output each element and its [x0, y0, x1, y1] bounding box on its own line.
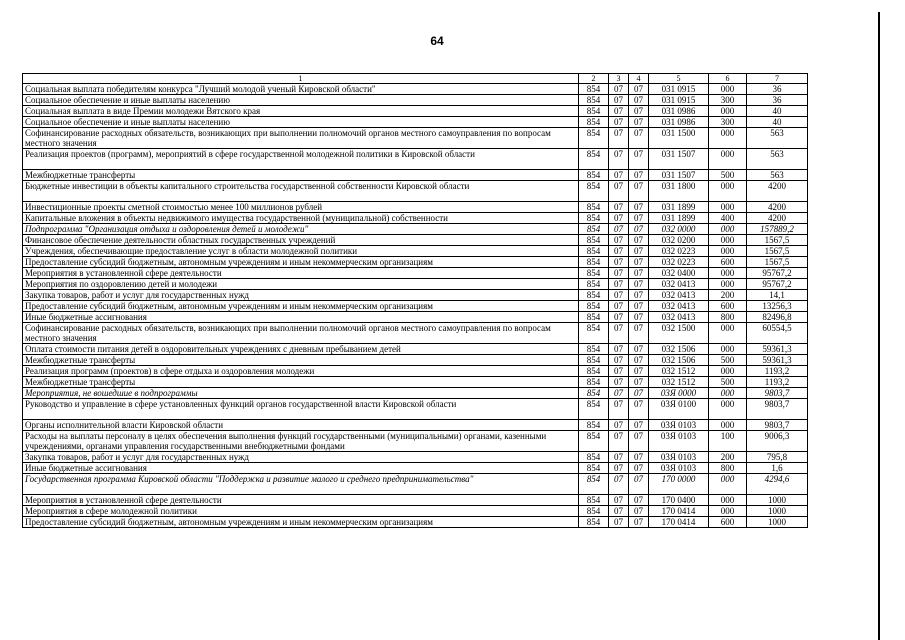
ministry-code-cell: 854	[579, 495, 609, 506]
subsection-code-cell: 07	[629, 128, 649, 149]
subsection-code-cell: 07	[629, 213, 649, 224]
amount-cell: 1,6	[747, 463, 808, 474]
target-article-cell: 032 0000	[649, 224, 709, 235]
target-article-cell: 032 0223	[649, 257, 709, 268]
subsection-code-cell: 07	[629, 366, 649, 377]
target-article-cell: 031 1507	[649, 149, 709, 170]
section-code-cell: 07	[609, 235, 629, 246]
amount-cell: 40	[747, 117, 808, 128]
subsection-code-cell: 07	[629, 463, 649, 474]
section-code-cell: 07	[609, 431, 629, 452]
ministry-code-cell: 854	[579, 452, 609, 463]
target-article-cell: 032 0413	[649, 301, 709, 312]
target-article-cell: 03Я 0103	[649, 452, 709, 463]
section-code-cell: 07	[609, 301, 629, 312]
amount-cell: 1567,5	[747, 257, 808, 268]
target-article-cell: 03Я 0000	[649, 388, 709, 399]
subsection-code-cell: 07	[629, 420, 649, 431]
section-code-cell: 07	[609, 128, 629, 149]
subsection-code-cell: 07	[629, 290, 649, 301]
row-name-cell: Иные бюджетные ассигнования	[23, 312, 579, 323]
expense-type-cell: 000	[709, 202, 747, 213]
expense-type-cell: 800	[709, 312, 747, 323]
amount-cell: 9803,7	[747, 388, 808, 399]
subsection-code-cell: 07	[629, 377, 649, 388]
row-name-cell: Социальная выплата в виде Премии молодежи Вятского края	[23, 106, 579, 117]
table-row	[23, 463, 808, 474]
row-name-cell: Мероприятия, не вошедшие в подпрограммы	[23, 388, 579, 399]
table-row	[23, 268, 808, 279]
row-name-cell: Учреждения, обеспечивающие предоставление услуг в области молодежной политики	[23, 246, 579, 257]
target-article-cell: 032 1512	[649, 377, 709, 388]
ministry-code-cell: 854	[579, 474, 609, 495]
row-name-cell: Инвестиционные проекты сметной стоимостью менее 100 миллионов рублей	[23, 202, 579, 213]
amount-cell: 1193,2	[747, 377, 808, 388]
target-article-cell: 032 1506	[649, 355, 709, 366]
row-name-cell: Реализация программ (проектов) в сфере отдыха и оздоровления молодежи	[23, 366, 579, 377]
target-article-cell: 031 1899	[649, 213, 709, 224]
ministry-code-cell: 854	[579, 431, 609, 452]
target-article-cell: 170 0414	[649, 517, 709, 528]
row-name-cell: Реализация проектов (программ), мероприятий в сфере государственной молодежной политики в Кировской области	[23, 149, 579, 170]
section-code-cell: 07	[609, 388, 629, 399]
subsection-code-cell: 07	[629, 399, 649, 420]
expense-type-cell: 000	[709, 246, 747, 257]
expense-type-cell: 500	[709, 170, 747, 181]
row-name-cell: Мероприятия в сфере молодежной политики	[23, 506, 579, 517]
subsection-code-cell: 07	[629, 149, 649, 170]
row-name-cell: Софинансирование расходных обязательств, возникающих при выполнении полномочий органов местного самоуправления по вопросам местного значения	[23, 128, 579, 149]
amount-cell: 1000	[747, 517, 808, 528]
target-article-cell: 031 0986	[649, 117, 709, 128]
section-code-cell: 07	[609, 344, 629, 355]
amount-cell: 1000	[747, 495, 808, 506]
ministry-code-cell: 854	[579, 246, 609, 257]
target-article-cell: 032 1512	[649, 366, 709, 377]
row-name-cell: Финансовое обеспечение деятельности областных государственных учреждений	[23, 235, 579, 246]
page-number: 64	[430, 34, 444, 48]
table-row	[23, 149, 808, 170]
row-name-cell: Бюджетные инвестиции в объекты капитального строительства государственной собственности Кировской области	[23, 181, 579, 202]
table-row	[23, 106, 808, 117]
expense-type-cell: 600	[709, 517, 747, 528]
table-row	[23, 495, 808, 506]
table-row	[23, 366, 808, 377]
section-code-cell: 07	[609, 84, 629, 95]
amount-cell: 82496,8	[747, 312, 808, 323]
amount-cell: 9803,7	[747, 420, 808, 431]
subsection-code-cell: 07	[629, 323, 649, 344]
table-row	[23, 224, 808, 235]
table-row	[23, 301, 808, 312]
expense-type-cell: 000	[709, 84, 747, 95]
header-cell: 4	[629, 74, 649, 84]
header-cell: 5	[649, 74, 709, 84]
ministry-code-cell: 854	[579, 268, 609, 279]
target-article-cell: 032 0413	[649, 279, 709, 290]
expense-type-cell: 000	[709, 235, 747, 246]
table-header-row	[23, 74, 808, 84]
amount-cell: 1567,5	[747, 235, 808, 246]
ministry-code-cell: 854	[579, 344, 609, 355]
amount-cell: 60554,5	[747, 323, 808, 344]
subsection-code-cell: 07	[629, 117, 649, 128]
section-code-cell: 07	[609, 355, 629, 366]
section-code-cell: 07	[609, 312, 629, 323]
ministry-code-cell: 854	[579, 301, 609, 312]
row-name-cell: Софинансирование расходных обязательств, возникающих при выполнении полномочий органов местного самоуправления по вопросам местного значения	[23, 323, 579, 344]
expense-type-cell: 100	[709, 431, 747, 452]
target-article-cell: 032 0413	[649, 290, 709, 301]
table-row	[23, 399, 808, 420]
amount-cell: 95767,2	[747, 268, 808, 279]
page-edge-rule	[878, 12, 880, 640]
amount-cell: 4200	[747, 213, 808, 224]
target-article-cell: 031 0915	[649, 84, 709, 95]
ministry-code-cell: 854	[579, 95, 609, 106]
subsection-code-cell: 07	[629, 388, 649, 399]
expense-type-cell: 000	[709, 149, 747, 170]
section-code-cell: 07	[609, 290, 629, 301]
table-row	[23, 506, 808, 517]
section-code-cell: 07	[609, 495, 629, 506]
expense-type-cell: 600	[709, 301, 747, 312]
amount-cell: 4294,6	[747, 474, 808, 495]
section-code-cell: 07	[609, 366, 629, 377]
row-name-cell: Подпрограмма "Организация отдыха и оздоровления детей и молодежи"	[23, 224, 579, 235]
table-row	[23, 431, 808, 452]
subsection-code-cell: 07	[629, 312, 649, 323]
target-article-cell: 03Я 0103	[649, 431, 709, 452]
subsection-code-cell: 07	[629, 257, 649, 268]
expense-type-cell: 600	[709, 257, 747, 268]
table-row	[23, 117, 808, 128]
header-cell: 6	[709, 74, 747, 84]
subsection-code-cell: 07	[629, 517, 649, 528]
expense-type-cell: 000	[709, 279, 747, 290]
subsection-code-cell: 07	[629, 202, 649, 213]
row-name-cell: Закупка товаров, работ и услуг для государственных нужд	[23, 290, 579, 301]
row-name-cell: Социальное обеспечение и иные выплаты населению	[23, 95, 579, 106]
table-row	[23, 312, 808, 323]
amount-cell: 795,8	[747, 452, 808, 463]
row-name-cell: Мероприятия в установленной сфере деятельности	[23, 495, 579, 506]
table-row	[23, 257, 808, 268]
amount-cell: 1000	[747, 506, 808, 517]
row-name-cell: Межбюджетные трансферты	[23, 170, 579, 181]
row-name-cell: Социальная выплата победителям конкурса "Лучший молодой ученый Кировской области"	[23, 84, 579, 95]
target-article-cell: 170 0000	[649, 474, 709, 495]
row-name-cell: Капитальные вложения в объекты недвижимого имущества государственной (муниципальной) собственности	[23, 213, 579, 224]
target-article-cell: 032 0200	[649, 235, 709, 246]
expense-type-cell: 000	[709, 506, 747, 517]
expense-type-cell: 300	[709, 95, 747, 106]
section-code-cell: 07	[609, 506, 629, 517]
target-article-cell: 032 0413	[649, 312, 709, 323]
row-name-cell: Закупка товаров, работ и услуг для государственных нужд	[23, 452, 579, 463]
subsection-code-cell: 07	[629, 506, 649, 517]
ministry-code-cell: 854	[579, 235, 609, 246]
table-row	[23, 355, 808, 366]
row-name-cell: Руководство и управление в сфере установленных функций органов государственной власти Кировской области	[23, 399, 579, 420]
amount-cell: 563	[747, 149, 808, 170]
table-row	[23, 452, 808, 463]
amount-cell: 4200	[747, 181, 808, 202]
amount-cell: 9006,3	[747, 431, 808, 452]
section-code-cell: 07	[609, 224, 629, 235]
table-row	[23, 235, 808, 246]
ministry-code-cell: 854	[579, 506, 609, 517]
subsection-code-cell: 07	[629, 235, 649, 246]
section-code-cell: 07	[609, 181, 629, 202]
amount-cell: 1193,2	[747, 366, 808, 377]
header-cell: 3	[609, 74, 629, 84]
target-article-cell: 031 0986	[649, 106, 709, 117]
table-row	[23, 377, 808, 388]
table-row	[23, 202, 808, 213]
amount-cell: 13256,3	[747, 301, 808, 312]
section-code-cell: 07	[609, 117, 629, 128]
ministry-code-cell: 854	[579, 399, 609, 420]
section-code-cell: 07	[609, 377, 629, 388]
ministry-code-cell: 854	[579, 84, 609, 95]
amount-cell: 563	[747, 128, 808, 149]
expense-type-cell: 400	[709, 213, 747, 224]
row-name-cell: Оплата стоимости питания детей в оздоровительных учреждениях с дневным пребыванием детей	[23, 344, 579, 355]
amount-cell: 563	[747, 170, 808, 181]
ministry-code-cell: 854	[579, 128, 609, 149]
ministry-code-cell: 854	[579, 213, 609, 224]
ministry-code-cell: 854	[579, 355, 609, 366]
subsection-code-cell: 07	[629, 224, 649, 235]
subsection-code-cell: 07	[629, 495, 649, 506]
ministry-code-cell: 854	[579, 517, 609, 528]
expense-type-cell: 300	[709, 117, 747, 128]
amount-cell: 95767,2	[747, 279, 808, 290]
expense-type-cell: 000	[709, 388, 747, 399]
target-article-cell: 170 0400	[649, 495, 709, 506]
row-name-cell: Государственная программа Кировской области "Поддержка и развитие малого и среднего предпринимательства"	[23, 474, 579, 495]
table-row	[23, 95, 808, 106]
table-row	[23, 128, 808, 149]
target-article-cell: 032 0223	[649, 246, 709, 257]
row-name-cell: Расходы на выплаты персоналу в целях обеспечения выполнения функций государственными (муниципальными) органами, казенными учреждениями, органами управления государственными внебюджетными фондами	[23, 431, 579, 452]
section-code-cell: 07	[609, 323, 629, 344]
section-code-cell: 07	[609, 279, 629, 290]
amount-cell: 59361,3	[747, 355, 808, 366]
ministry-code-cell: 854	[579, 170, 609, 181]
table-row	[23, 344, 808, 355]
subsection-code-cell: 07	[629, 344, 649, 355]
ministry-code-cell: 854	[579, 290, 609, 301]
expense-type-cell: 200	[709, 452, 747, 463]
table-row	[23, 517, 808, 528]
expense-type-cell: 000	[709, 128, 747, 149]
ministry-code-cell: 854	[579, 257, 609, 268]
expense-type-cell: 000	[709, 495, 747, 506]
ministry-code-cell: 854	[579, 117, 609, 128]
subsection-code-cell: 07	[629, 431, 649, 452]
ministry-code-cell: 854	[579, 279, 609, 290]
section-code-cell: 07	[609, 474, 629, 495]
table-row	[23, 474, 808, 495]
expense-type-cell: 500	[709, 377, 747, 388]
expense-type-cell: 000	[709, 106, 747, 117]
subsection-code-cell: 07	[629, 474, 649, 495]
ministry-code-cell: 854	[579, 377, 609, 388]
row-name-cell: Органы исполнительной власти Кировской области	[23, 420, 579, 431]
expense-type-cell: 000	[709, 323, 747, 344]
expense-type-cell: 000	[709, 344, 747, 355]
section-code-cell: 07	[609, 213, 629, 224]
section-code-cell: 07	[609, 149, 629, 170]
expense-type-cell: 000	[709, 268, 747, 279]
subsection-code-cell: 07	[629, 95, 649, 106]
amount-cell: 4200	[747, 202, 808, 213]
section-code-cell: 07	[609, 170, 629, 181]
target-article-cell: 03Я 0100	[649, 399, 709, 420]
subsection-code-cell: 07	[629, 106, 649, 117]
table-row	[23, 170, 808, 181]
expense-type-cell: 000	[709, 474, 747, 495]
section-code-cell: 07	[609, 268, 629, 279]
amount-cell: 36	[747, 84, 808, 95]
row-name-cell: Предоставление субсидий бюджетным, автономным учреждениям и иным некоммерческим организациям	[23, 301, 579, 312]
subsection-code-cell: 07	[629, 279, 649, 290]
amount-cell: 9803,7	[747, 399, 808, 420]
row-name-cell: Предоставление субсидий бюджетным, автономным учреждениям и иным некоммерческим организациям	[23, 517, 579, 528]
target-article-cell: 032 1500	[649, 323, 709, 344]
subsection-code-cell: 07	[629, 84, 649, 95]
ministry-code-cell: 854	[579, 420, 609, 431]
section-code-cell: 07	[609, 106, 629, 117]
row-name-cell: Предоставление субсидий бюджетным, автономным учреждениям и иным некоммерческим организациям	[23, 257, 579, 268]
expense-type-cell: 000	[709, 181, 747, 202]
expense-type-cell: 200	[709, 290, 747, 301]
subsection-code-cell: 07	[629, 170, 649, 181]
amount-cell: 157889,2	[747, 224, 808, 235]
section-code-cell: 07	[609, 257, 629, 268]
section-code-cell: 07	[609, 517, 629, 528]
amount-cell: 1567,5	[747, 246, 808, 257]
expense-type-cell: 000	[709, 366, 747, 377]
target-article-cell: 031 1500	[649, 128, 709, 149]
section-code-cell: 07	[609, 399, 629, 420]
amount-cell: 36	[747, 95, 808, 106]
amount-cell: 14,1	[747, 290, 808, 301]
section-code-cell: 07	[609, 202, 629, 213]
ministry-code-cell: 854	[579, 202, 609, 213]
header-cell: 7	[747, 74, 808, 84]
target-article-cell: 031 1507	[649, 170, 709, 181]
target-article-cell: 032 1506	[649, 344, 709, 355]
table-row	[23, 323, 808, 344]
ministry-code-cell: 854	[579, 312, 609, 323]
table-row	[23, 84, 808, 95]
expense-type-cell: 000	[709, 399, 747, 420]
target-article-cell: 03Я 0103	[649, 420, 709, 431]
section-code-cell: 07	[609, 420, 629, 431]
subsection-code-cell: 07	[629, 246, 649, 257]
ministry-code-cell: 854	[579, 181, 609, 202]
subsection-code-cell: 07	[629, 452, 649, 463]
row-name-cell: Иные бюджетные ассигнования	[23, 463, 579, 474]
row-name-cell: Межбюджетные трансферты	[23, 355, 579, 366]
expense-type-cell: 800	[709, 463, 747, 474]
table-row	[23, 181, 808, 202]
subsection-code-cell: 07	[629, 301, 649, 312]
ministry-code-cell: 854	[579, 106, 609, 117]
ministry-code-cell: 854	[579, 463, 609, 474]
amount-cell: 59361,3	[747, 344, 808, 355]
table-row	[23, 290, 808, 301]
section-code-cell: 07	[609, 463, 629, 474]
row-name-cell: Межбюджетные трансферты	[23, 377, 579, 388]
row-name-cell: Мероприятия в установленной сфере деятельности	[23, 268, 579, 279]
table-row	[23, 246, 808, 257]
header-cell: 1	[23, 74, 579, 84]
expense-type-cell: 000	[709, 224, 747, 235]
table-row	[23, 279, 808, 290]
target-article-cell: 03Я 0103	[649, 463, 709, 474]
ministry-code-cell: 854	[579, 224, 609, 235]
ministry-code-cell: 854	[579, 149, 609, 170]
table-row	[23, 388, 808, 399]
table-row	[23, 420, 808, 431]
amount-cell: 40	[747, 106, 808, 117]
target-article-cell: 170 0414	[649, 506, 709, 517]
row-name-cell: Мероприятия по оздоровлению детей и молодежи	[23, 279, 579, 290]
expense-type-cell: 500	[709, 355, 747, 366]
target-article-cell: 031 1800	[649, 181, 709, 202]
row-name-cell: Социальное обеспечение и иные выплаты населению	[23, 117, 579, 128]
subsection-code-cell: 07	[629, 181, 649, 202]
table-row	[23, 213, 808, 224]
ministry-code-cell: 854	[579, 388, 609, 399]
expense-type-cell: 000	[709, 420, 747, 431]
target-article-cell: 031 0915	[649, 95, 709, 106]
subsection-code-cell: 07	[629, 355, 649, 366]
target-article-cell: 031 1899	[649, 202, 709, 213]
header-cell: 2	[579, 74, 609, 84]
section-code-cell: 07	[609, 246, 629, 257]
target-article-cell: 032 0400	[649, 268, 709, 279]
budget-table	[22, 73, 808, 528]
section-code-cell: 07	[609, 95, 629, 106]
ministry-code-cell: 854	[579, 323, 609, 344]
subsection-code-cell: 07	[629, 268, 649, 279]
section-code-cell: 07	[609, 452, 629, 463]
ministry-code-cell: 854	[579, 366, 609, 377]
